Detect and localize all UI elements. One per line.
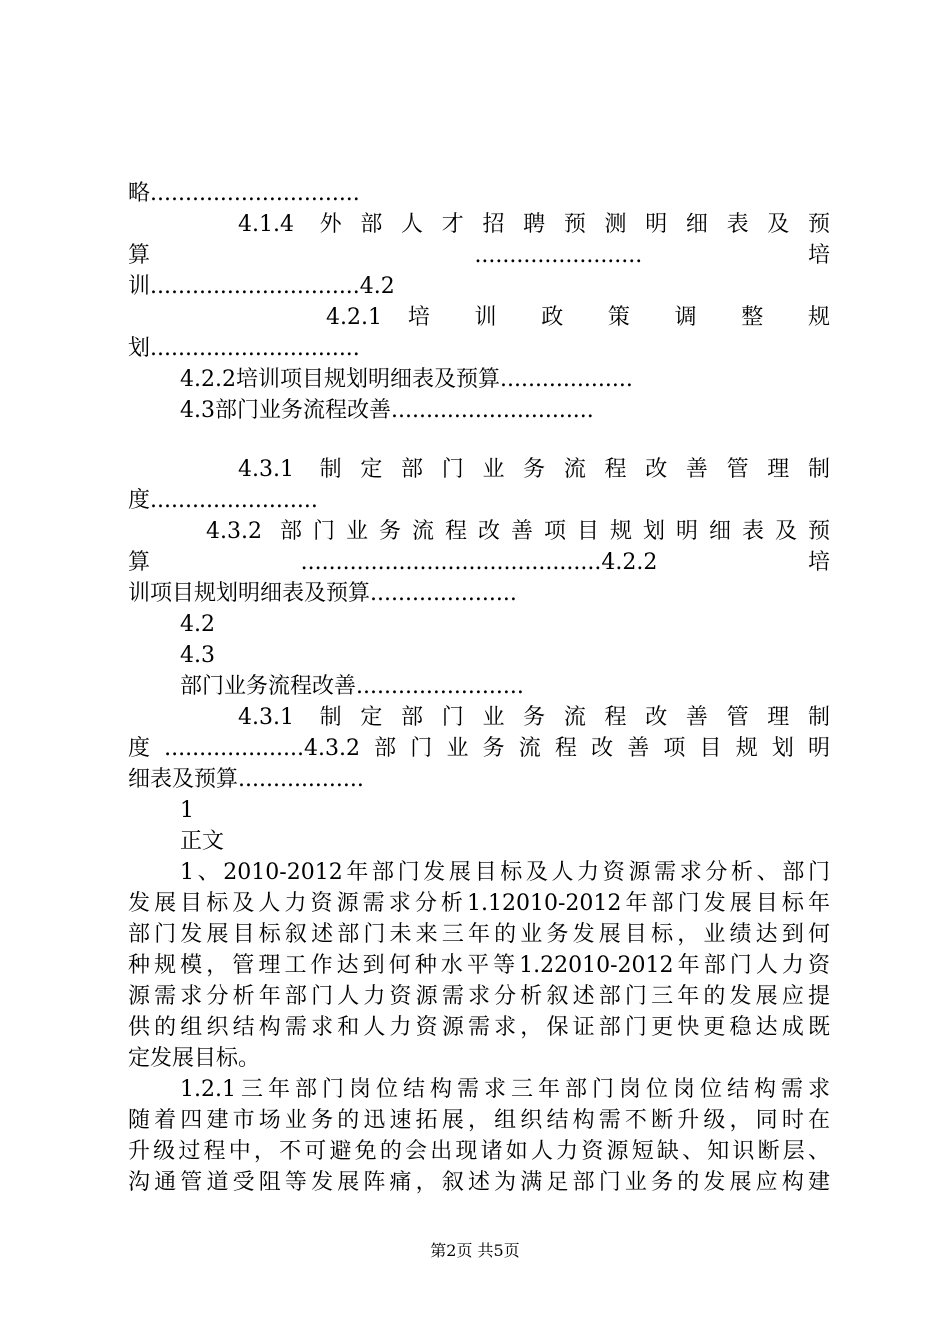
toc-line: 4.3部门业务流程改善............................. bbox=[180, 398, 594, 423]
toc-line: 细表及预算.................. bbox=[128, 767, 364, 792]
body-paragraph-line: 种规模，管理工作达到何种水平等1.22010-2012年部门人力资 bbox=[128, 953, 830, 978]
toc-line: 4.2.1 培 训 政 策 调 整 规 bbox=[326, 305, 830, 330]
page-number-text: 1 bbox=[180, 798, 194, 823]
toc-line: 训..............................4.2 bbox=[128, 274, 395, 299]
toc-line: 4.2.2培训项目规划明细表及预算................... bbox=[180, 367, 633, 392]
body-paragraph-line: 升级过程中，不可避免的会出现诸如人力资源短缺、知识断层、 bbox=[128, 1139, 830, 1164]
toc-line: 度....................4.3.2部门业务流程改善项目规划明 bbox=[128, 736, 830, 761]
section-heading: 正文 bbox=[180, 829, 225, 854]
toc-line: 4.2 bbox=[180, 612, 215, 637]
toc-line: 训项目规划明细表及预算..................... bbox=[128, 581, 517, 606]
toc-line: 4.3.1 制定部门业务流程改善管理制 bbox=[238, 705, 830, 730]
body-paragraph-line: 部门发展目标叙述部门未来三年的业务发展目标，业绩达到何 bbox=[128, 922, 830, 947]
body-paragraph-line: 定发展目标。 bbox=[128, 1046, 261, 1071]
toc-line: 度........................ bbox=[128, 488, 318, 513]
body-paragraph-line: 供的组织结构需求和人力资源需求，保证部门更快更稳达成既 bbox=[128, 1015, 830, 1040]
toc-line: 部门业务流程改善........................ bbox=[180, 674, 524, 699]
body-paragraph-line: 随着四建市场业务的迅速拓展，组织结构需不断升级，同时在 bbox=[128, 1108, 830, 1133]
body-paragraph-line: 沟通管道受阻等发展阵痛，叙述为满足部门业务的发展应构建 bbox=[128, 1170, 830, 1195]
body-paragraph-line: 源需求分析年部门人力资源需求分析叙述部门三年的发展应提 bbox=[128, 984, 830, 1009]
body-paragraph-line: 1.2.1三年部门岗位结构需求三年部门岗位岗位结构需求 bbox=[180, 1077, 830, 1102]
page-footer: 第2页 共5页 bbox=[430, 1241, 520, 1260]
toc-line: 4.3.2 部门业务流程改善项目规划明细表及预 bbox=[206, 519, 830, 544]
toc-line: 4.1.4 外部人才招聘预测明细表及预 bbox=[238, 212, 830, 237]
toc-line: 4.3 bbox=[180, 643, 215, 668]
toc-line: 4.3.1 制定部门业务流程改善管理制 bbox=[238, 457, 830, 482]
toc-line: 划.............................. bbox=[128, 336, 360, 361]
toc-line: 算...........................................4.2.2培 bbox=[128, 550, 830, 575]
body-paragraph-line: 发展目标及人力资源需求分析1.12010-2012年部门发展目标年 bbox=[128, 891, 830, 916]
toc-line: 算 ........................ 培 bbox=[128, 243, 830, 268]
body-paragraph-line: 1、2010-2012年部门发展目标及人力资源需求分析、部门 bbox=[180, 860, 830, 885]
toc-line: 略.............................. bbox=[128, 181, 360, 206]
